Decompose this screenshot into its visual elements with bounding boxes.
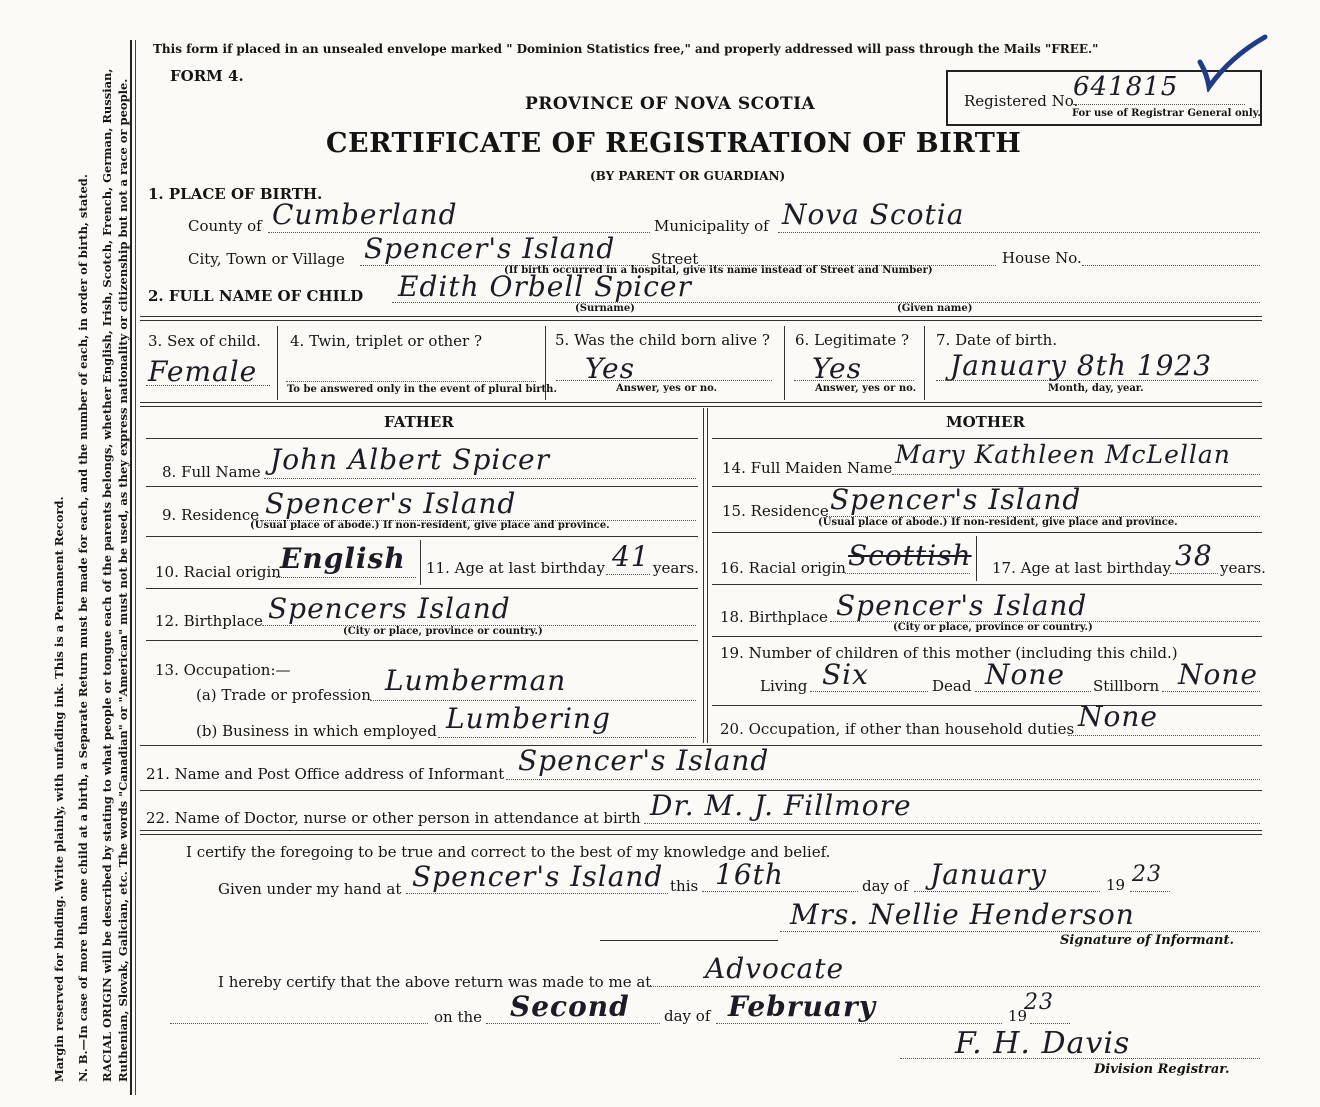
sex-value: Female [148, 355, 258, 388]
registrar-day-of-label: day of [664, 1007, 711, 1025]
mother-residence-value: Spencer's Island [830, 483, 1082, 516]
margin-note-racial-origin-1: RACIAL ORIGIN will be described by stating to what people or tongue each of the parents belongs, whether English, Irish, Scotch, French, German, Russian, [100, 68, 114, 1082]
alive-note: Answer, yes or no. [616, 383, 718, 394]
dead-label: Dead [932, 677, 972, 695]
dob-value: January 8th 1923 [950, 349, 1213, 382]
father-name-value: John Albert Spicer [270, 443, 550, 476]
margin-note-binding: Margin reserved for binding. Write plainly, with unfading ink. This is a Permanent Record. [52, 496, 66, 1082]
father-residence-label: 9. Residence [162, 506, 260, 524]
legitimate-value: Yes [812, 352, 862, 385]
this-label: this [670, 877, 699, 895]
registrar-day-value: Second [510, 990, 630, 1023]
father-residence-value: Spencer's Island [265, 487, 517, 520]
father-age-value: 41 [612, 540, 650, 573]
mother-age-value: 38 [1175, 539, 1213, 572]
certificate-title: CERTIFICATE OF REGISTRATION OF BIRTH [326, 128, 1022, 159]
father-birthplace-label: 12. Birthplace [155, 612, 263, 630]
legitimate-label: 6. Legitimate ? [795, 331, 910, 349]
binding-line [130, 40, 132, 1095]
father-trade-value: Lumberman [385, 664, 567, 697]
informant-signature: Mrs. Nellie Henderson [790, 898, 1135, 931]
municipality-value: Nova Scotia [782, 198, 965, 231]
mother-occupation-label: 20. Occupation, if other than household duties [720, 720, 1075, 738]
informant-address-value: Spencer's Island [518, 744, 770, 777]
registrar-signature-label: Division Registrar. [1094, 1062, 1230, 1077]
city-label: City, Town or Village [188, 250, 345, 268]
mother-residence-label: 15. Residence [722, 502, 829, 520]
registrar-year-value: 23 [1024, 990, 1054, 1015]
father-business-value: Lumbering [446, 702, 611, 735]
certify-statement: I certify the foregoing to be true and correct to the best of my knowledge and belief. [186, 843, 831, 861]
stillborn-label: Stillborn [1093, 677, 1160, 695]
given-under-label: Given under my hand at [218, 880, 402, 898]
given-month-value: January [930, 858, 1047, 891]
twin-note: To be answered only in the event of plural birth. [287, 384, 557, 395]
dob-label: 7. Date of birth. [936, 331, 1058, 349]
mother-children-label: 19. Number of children of this mother (including this child.) [720, 644, 1178, 662]
informant-address-label: 21. Name and Post Office address of Informant [146, 765, 505, 783]
mother-race-value: Scottish [848, 539, 972, 572]
dead-value: None [985, 658, 1065, 691]
dob-note: Month, day, year. [1048, 383, 1144, 394]
stillborn-value: None [1178, 658, 1258, 691]
mother-birthplace-note: (City or place, province or country.) [893, 622, 1093, 633]
father-business-label: (b) Business in which employed [196, 722, 437, 740]
alive-label: 5. Was the child born alive ? [555, 331, 770, 349]
mother-occupation-value: None [1078, 700, 1158, 733]
registrar-year-prefix: 19 [1008, 1007, 1028, 1025]
margin-note-multiple-births: N. B.—In case of more than one child at a birth, a Separate Return must be made for each, and the number of each, in order of birth, stated. [76, 174, 90, 1082]
registrar-place-value: Advocate [705, 952, 845, 985]
mother-birthplace-value: Spencer's Island [836, 589, 1088, 622]
mother-residence-note: (Usual place of abode.) If non-resident, give place and province. [818, 517, 1178, 528]
father-birthplace-value: Spencers Island [268, 592, 511, 625]
given-day-of-label: day of [862, 877, 909, 895]
living-value: Six [822, 658, 869, 691]
mother-age-label: 17. Age at last birthday [992, 559, 1171, 577]
on-the-label: on the [434, 1008, 483, 1026]
given-year-value: 23 [1132, 862, 1162, 887]
certificate-subtitle: (BY PARENT OR GUARDIAN) [590, 169, 786, 183]
binding-line-inner [135, 40, 136, 1095]
doctor-label: 22. Name of Doctor, nurse or other person in attendance at birth [146, 809, 641, 827]
registered-number: 641815 [1073, 72, 1179, 102]
legitimate-note: Answer, yes or no. [815, 383, 917, 394]
given-name-note: (Given name) [897, 303, 973, 314]
registered-label: Registered No. [964, 92, 1079, 110]
margin-note-racial-origin-2: Ruthenian, Slovak, Galician, etc. The words "Canadian" or "American" must not be used, as they express nationality or citizenship but not a race or people. [116, 78, 130, 1082]
mother-name-label: 14. Full Maiden Name [722, 459, 893, 477]
given-day-value: 16th [715, 858, 784, 891]
mother-birthplace-label: 18. Birthplace [720, 608, 828, 626]
surname-note: (Surname) [575, 303, 635, 314]
mother-age-unit: years. [1220, 559, 1266, 577]
street-label: Street [651, 250, 699, 268]
place-of-birth-label: 1. PLACE OF BIRTH. [148, 185, 323, 203]
father-race-value: English [280, 542, 406, 575]
father-name-label: 8. Full Name [162, 463, 261, 481]
registrar-signature: F. H. Davis [955, 1026, 1131, 1061]
father-birthplace-note: (City or place, province or country.) [343, 626, 543, 637]
sex-label: 3. Sex of child. [148, 332, 261, 350]
living-label: Living [760, 677, 808, 695]
alive-value: Yes [585, 352, 635, 385]
city-value: Spencer's Island [364, 232, 616, 265]
father-residence-note: (Usual place of abode.) If non-resident, give place and province. [250, 520, 610, 531]
registered-note: For use of Registrar General only. [1072, 108, 1261, 119]
postal-note: This form if placed in an unsealed envelope marked " Dominion Statistics free," and properly addressed will pass through the Mails "FREE." [153, 42, 1099, 56]
county-label: County of [188, 217, 262, 235]
registrar-statement: I hereby certify that the above return was made to me at [218, 973, 652, 991]
mother-race-label: 16. Racial origin [720, 559, 846, 577]
twin-label: 4. Twin, triplet or other ? [290, 332, 482, 350]
house-label: House No. [1002, 249, 1082, 267]
registrar-month-value: February [728, 990, 877, 1023]
informant-signature-label: Signature of Informant. [1060, 933, 1234, 948]
father-trade-label: (a) Trade or profession [196, 686, 371, 704]
father-heading: FATHER [384, 413, 454, 431]
form-number: FORM 4. [170, 67, 244, 85]
given-place-value: Spencer's Island [412, 860, 664, 893]
father-occupation-label: 13. Occupation:— [155, 661, 291, 679]
father-age-unit: years. [653, 559, 699, 577]
county-value: Cumberland [272, 198, 458, 231]
hospital-note: (If birth occurred in a hospital, give its name instead of Street and Number) [504, 265, 933, 276]
check-mark-icon [1195, 32, 1270, 92]
mother-name-value: Mary Kathleen McLellan [895, 440, 1231, 469]
given-year-prefix: 19 [1106, 876, 1126, 894]
father-age-label: 11. Age at last birthday [426, 559, 605, 577]
mother-heading: MOTHER [946, 413, 1025, 431]
father-race-label: 10. Racial origin [155, 563, 281, 581]
province-title: PROVINCE OF NOVA SCOTIA [525, 94, 816, 114]
doctor-value: Dr. M. J. Fillmore [650, 789, 912, 822]
child-name-label: 2. FULL NAME OF CHILD [148, 287, 364, 305]
municipality-label: Municipality of [654, 217, 769, 235]
child-name-value: Edith Orbell Spicer [398, 270, 692, 303]
